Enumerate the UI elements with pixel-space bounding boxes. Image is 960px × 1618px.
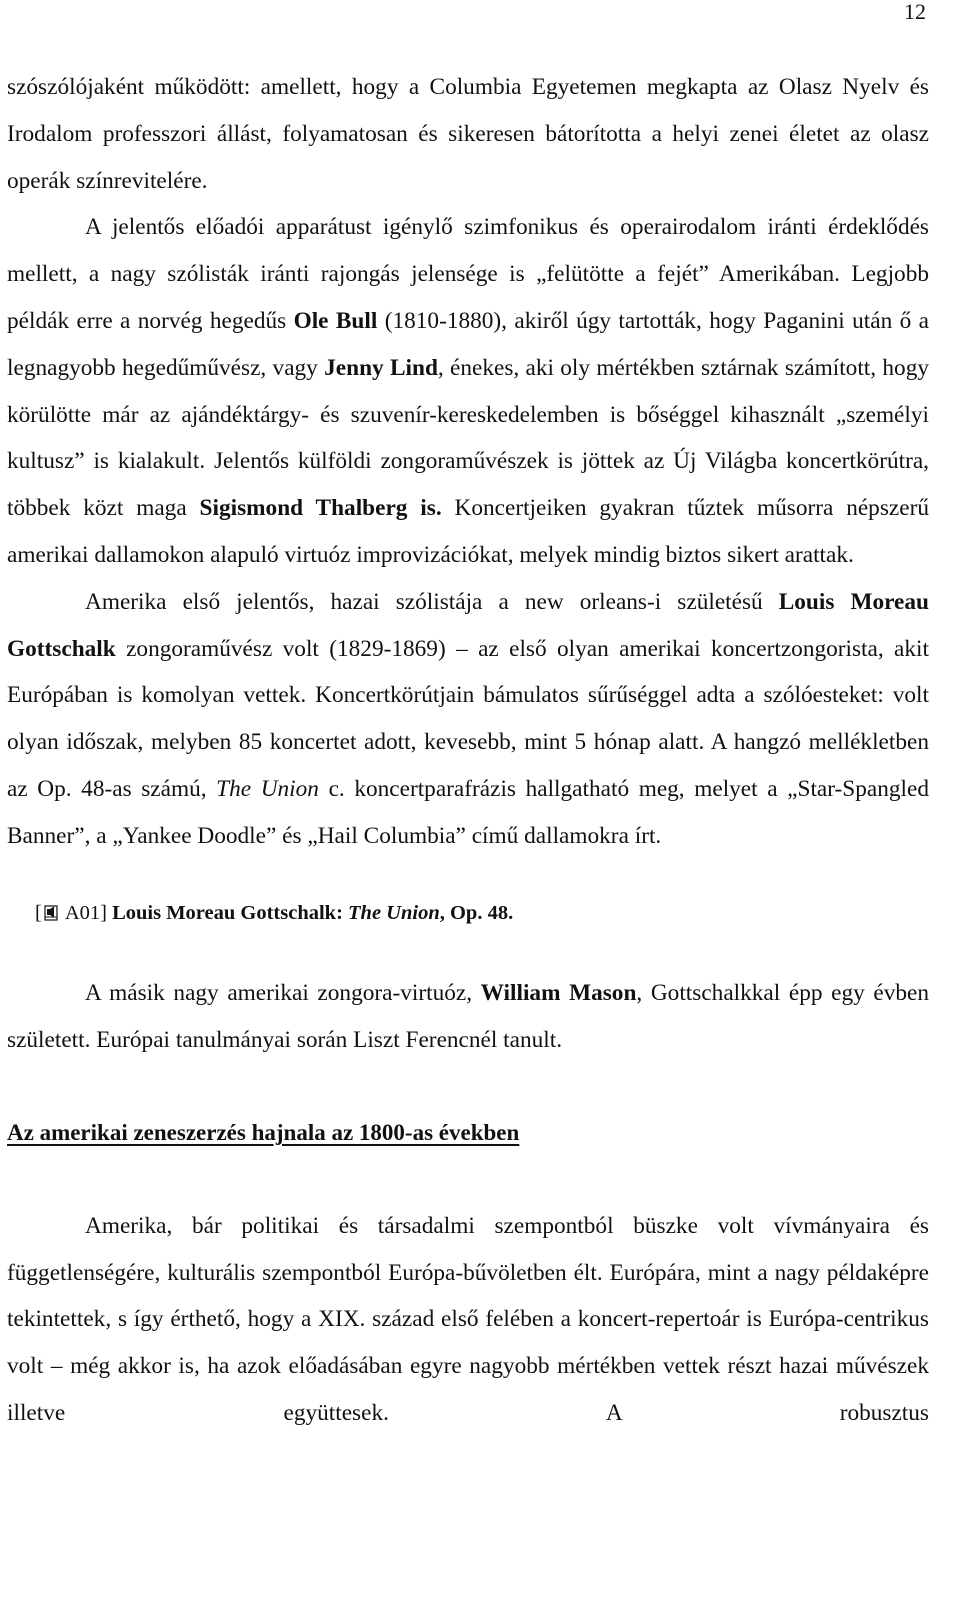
audio-code: A01]	[60, 901, 113, 924]
speaker-icon[interactable]	[44, 904, 59, 922]
name-gottschalk: Louis Moreau Gottschalk	[7, 588, 929, 662]
name-william-mason: William Mason	[480, 980, 637, 1007]
paragraph-text: A másik nagy amerikai zongora-virtuóz,	[85, 980, 481, 1007]
document-body	[7, 64, 929, 1437]
audio-reference[interactable]	[7, 890, 929, 937]
paragraph-text: Amerika első jelentős, hazai szólistája a new orleans-i születésű	[85, 588, 779, 615]
paragraph-mason	[7, 970, 929, 1064]
audio-work-title: The Union	[348, 901, 440, 924]
paragraph-text: A jelentős előadói apparátust igénylő szimfonikus és operairodalom iránti érdeklődés mellett, a nagy szólisták iránti rajongás jelensége is „felütötte a fejét” Amerikában. Legjobb példák erre a norvég hegedűs	[7, 214, 929, 334]
paragraph-text: , énekes, aki oly mértékben sztárnak számított, hogy körülötte már az ajándéktárgy- és szuvenír-kereskedelemben is bőséggel kihasznált „személyi kultusz” is kialakult. Jelentős külföldi zongoraművészek is jöttek az Új Világba koncertkörútra, többek közt maga	[7, 354, 929, 522]
paragraph-europe	[7, 1203, 929, 1437]
audio-opus: , Op. 48.	[439, 901, 514, 924]
name-jenny-lind: Jenny Lind	[324, 354, 438, 381]
paragraph-text: Amerika, bár politikai és társadalmi szempontból büszke volt vívmányaira és függetlenségére, kulturális szempontból Európa-bűvöletben élt. Európára, mint a nagy példaképre tekintettek, s így érthető, hogy a XIX. század első felében a koncert-repertoár is Európa-centrikus volt – még akkor is, ha azok előadásában egyre nagyobb mértékben vettek részt hazai művészek illetve együttesek. A robusztus	[7, 1212, 929, 1426]
paragraph-text: c. koncertparafrázis hallgatható meg, melyet a „Star-Spangled Banner”, a „Yankee Doodle” és „Hail Columbia” című dallamokra írt.	[7, 775, 930, 849]
section-heading: Az amerikai zeneszerzés hajnala az 1800-as években	[7, 1119, 520, 1145]
paragraph-text: szószólójaként működött: amellett, hogy a Columbia Egyetemen megkapta az Olasz Nyelv és Irodalom professzori állást, folyamatosan és sikeresen bátorította a helyi zenei életet az olasz operák színrevitelére.	[7, 74, 929, 194]
bracket: [	[35, 901, 42, 924]
name-ole-bull: Ole Bull	[293, 307, 378, 334]
paragraph-text: (1810-1880), akiről úgy tartották, hogy Paganini után ő a legnagyobb hegedűművész, vagy	[7, 307, 930, 381]
page-number: 12	[904, 0, 926, 24]
paragraph-text: is.	[407, 495, 442, 522]
name-sigismond-thalberg: Sigismond Thalberg	[199, 495, 408, 522]
work-title: The Union	[216, 775, 319, 802]
paragraph-text: zongoraművész volt (1829-1869) – az első olyan amerikai koncertzongorista, akit Európában is komolyan vettek. Koncertkörútjain bámulatos sűrűséggel adta a szólóesteket: volt olyan időszak, melyben 85 koncertet adott, kevesebb, mint 5 hónap alatt. A hangzó mellékletben az Op. 48-as számú,	[7, 635, 929, 802]
audio-composer: Louis Moreau Gottschalk:	[112, 901, 349, 924]
paragraph-text: , Gottschalkkal épp egy évben született. Európai tanulmányai során Liszt Ferencnél tanult.	[7, 980, 929, 1054]
paragraph-text: Koncertjeiken gyakran tűztek műsorra népszerű amerikai dallamokon alapuló virtuóz improvizációkat, melyek mindig biztos sikert arattak.	[7, 495, 929, 568]
paragraph-soloists	[7, 204, 929, 578]
paragraph-continuation	[7, 64, 929, 204]
paragraph-gottschalk	[7, 579, 929, 860]
